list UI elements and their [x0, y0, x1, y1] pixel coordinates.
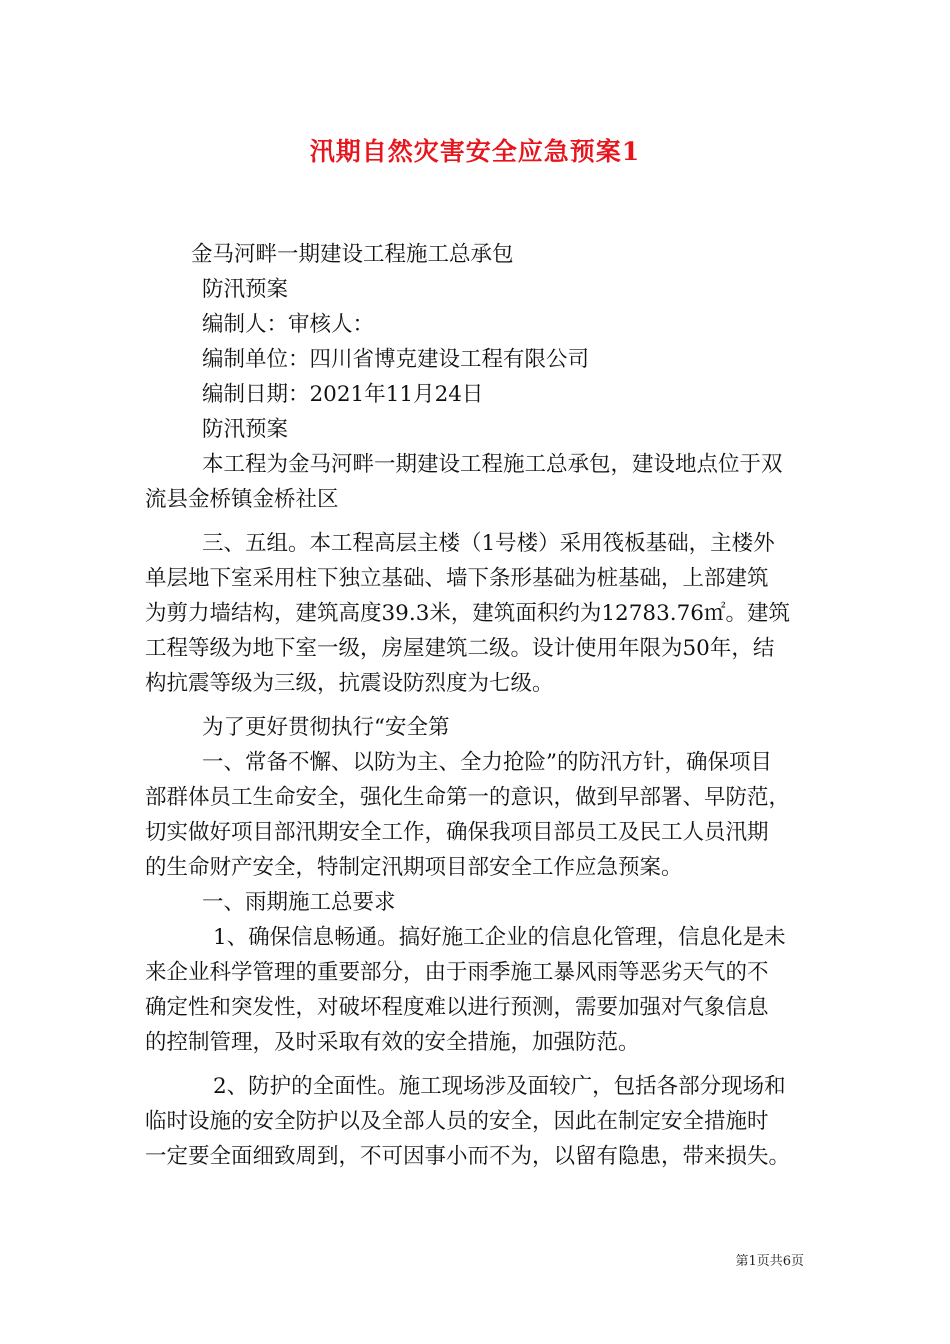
paragraph-line: 流县金桥镇金桥社区 [145, 487, 339, 512]
paragraph-line: 部群体员工生命安全，强化生命第一的意识，做到早部署、早防范， [145, 785, 791, 810]
page-number-footer: 第1页共6页 [735, 1254, 804, 1269]
paragraph-line: 工程等级为地下室一级，房屋建筑二级。设计使用年限为50年，结 [145, 636, 775, 661]
header-line-plan-name: 防汛预案 [202, 277, 289, 302]
paragraph-line: 确定性和突发性，对破坏程度难以进行预测，需要加强对气象信息 [145, 995, 769, 1020]
paragraph-line: 单层地下室采用柱下独立基础、墙下条形基础为桩基础，上部建筑 [145, 566, 769, 591]
paragraph-policy-intro [145, 710, 810, 745]
paragraph-line: 切实做好项目部汛期安全工作，确保我项目部员工及民工人员汛期 [145, 820, 769, 845]
paragraph-project-location [145, 447, 810, 517]
paragraph-line: 三、五组。本工程高层主楼（1号楼）采用筏板基础，主楼外 [202, 531, 775, 556]
section-heading-rainy-season [145, 885, 810, 920]
paragraph-policy [145, 745, 810, 885]
paragraph-protection [145, 1069, 810, 1174]
paragraph-project-structure [145, 526, 810, 701]
paragraph-line: 的生命财产安全，特制定汛期项目部安全工作应急预案。 [145, 855, 683, 880]
paragraph-line: 为了更好贯彻执行“安全第 [202, 715, 450, 740]
header-line-plan-name-2: 防汛预案 [202, 417, 289, 442]
paragraph-line: 一、常备不懈、以防为主、全力抢险”的防汛方针，确保项目 [202, 750, 772, 775]
paragraph-information-flow [145, 920, 810, 1060]
header-line-date: 编制日期：2021年11月24日 [202, 382, 484, 407]
header-line-project: 金马河畔一期建设工程施工总承包 [191, 242, 514, 267]
paragraph-line: 的控制管理，及时采取有效的安全措施，加强防范。 [145, 1030, 640, 1055]
paragraph-line: 2、防护的全面性。施工现场涉及面较广，包括各部分现场和 [213, 1074, 786, 1099]
paragraph-line: 本工程为金马河畔一期建设工程施工总承包，建设地点位于双 [202, 452, 783, 477]
header-line-author: 编制人：审核人： [202, 312, 375, 337]
paragraph-line: 为剪力墙结构，建筑高度39.3米，建筑面积约为12783.76㎡。建筑 [145, 601, 790, 626]
paragraph-line: 临时设施的安全防护以及全部人员的安全，因此在制定安全措施时 [145, 1109, 769, 1134]
document-body [145, 237, 810, 1174]
paragraph-line: 一定要全面细致周到，不可因事小而不为，以留有隐患，带来损失。 [145, 1144, 791, 1169]
paragraph-line: 构抗震等级为三级，抗震设防烈度为七级。 [145, 671, 554, 696]
paragraph-line: 来企业科学管理的重要部分，由于雨季施工暴风雨等恶劣天气的不 [145, 960, 769, 985]
document-title: 汛期自然灾害安全应急预案1 [309, 137, 641, 166]
section-heading: 一、雨期施工总要求 [202, 890, 396, 915]
header-line-organization: 编制单位：四川省博克建设工程有限公司 [202, 347, 590, 372]
paragraph-line: 1、确保信息畅通。搞好施工企业的信息化管理，信息化是未 [213, 925, 786, 950]
